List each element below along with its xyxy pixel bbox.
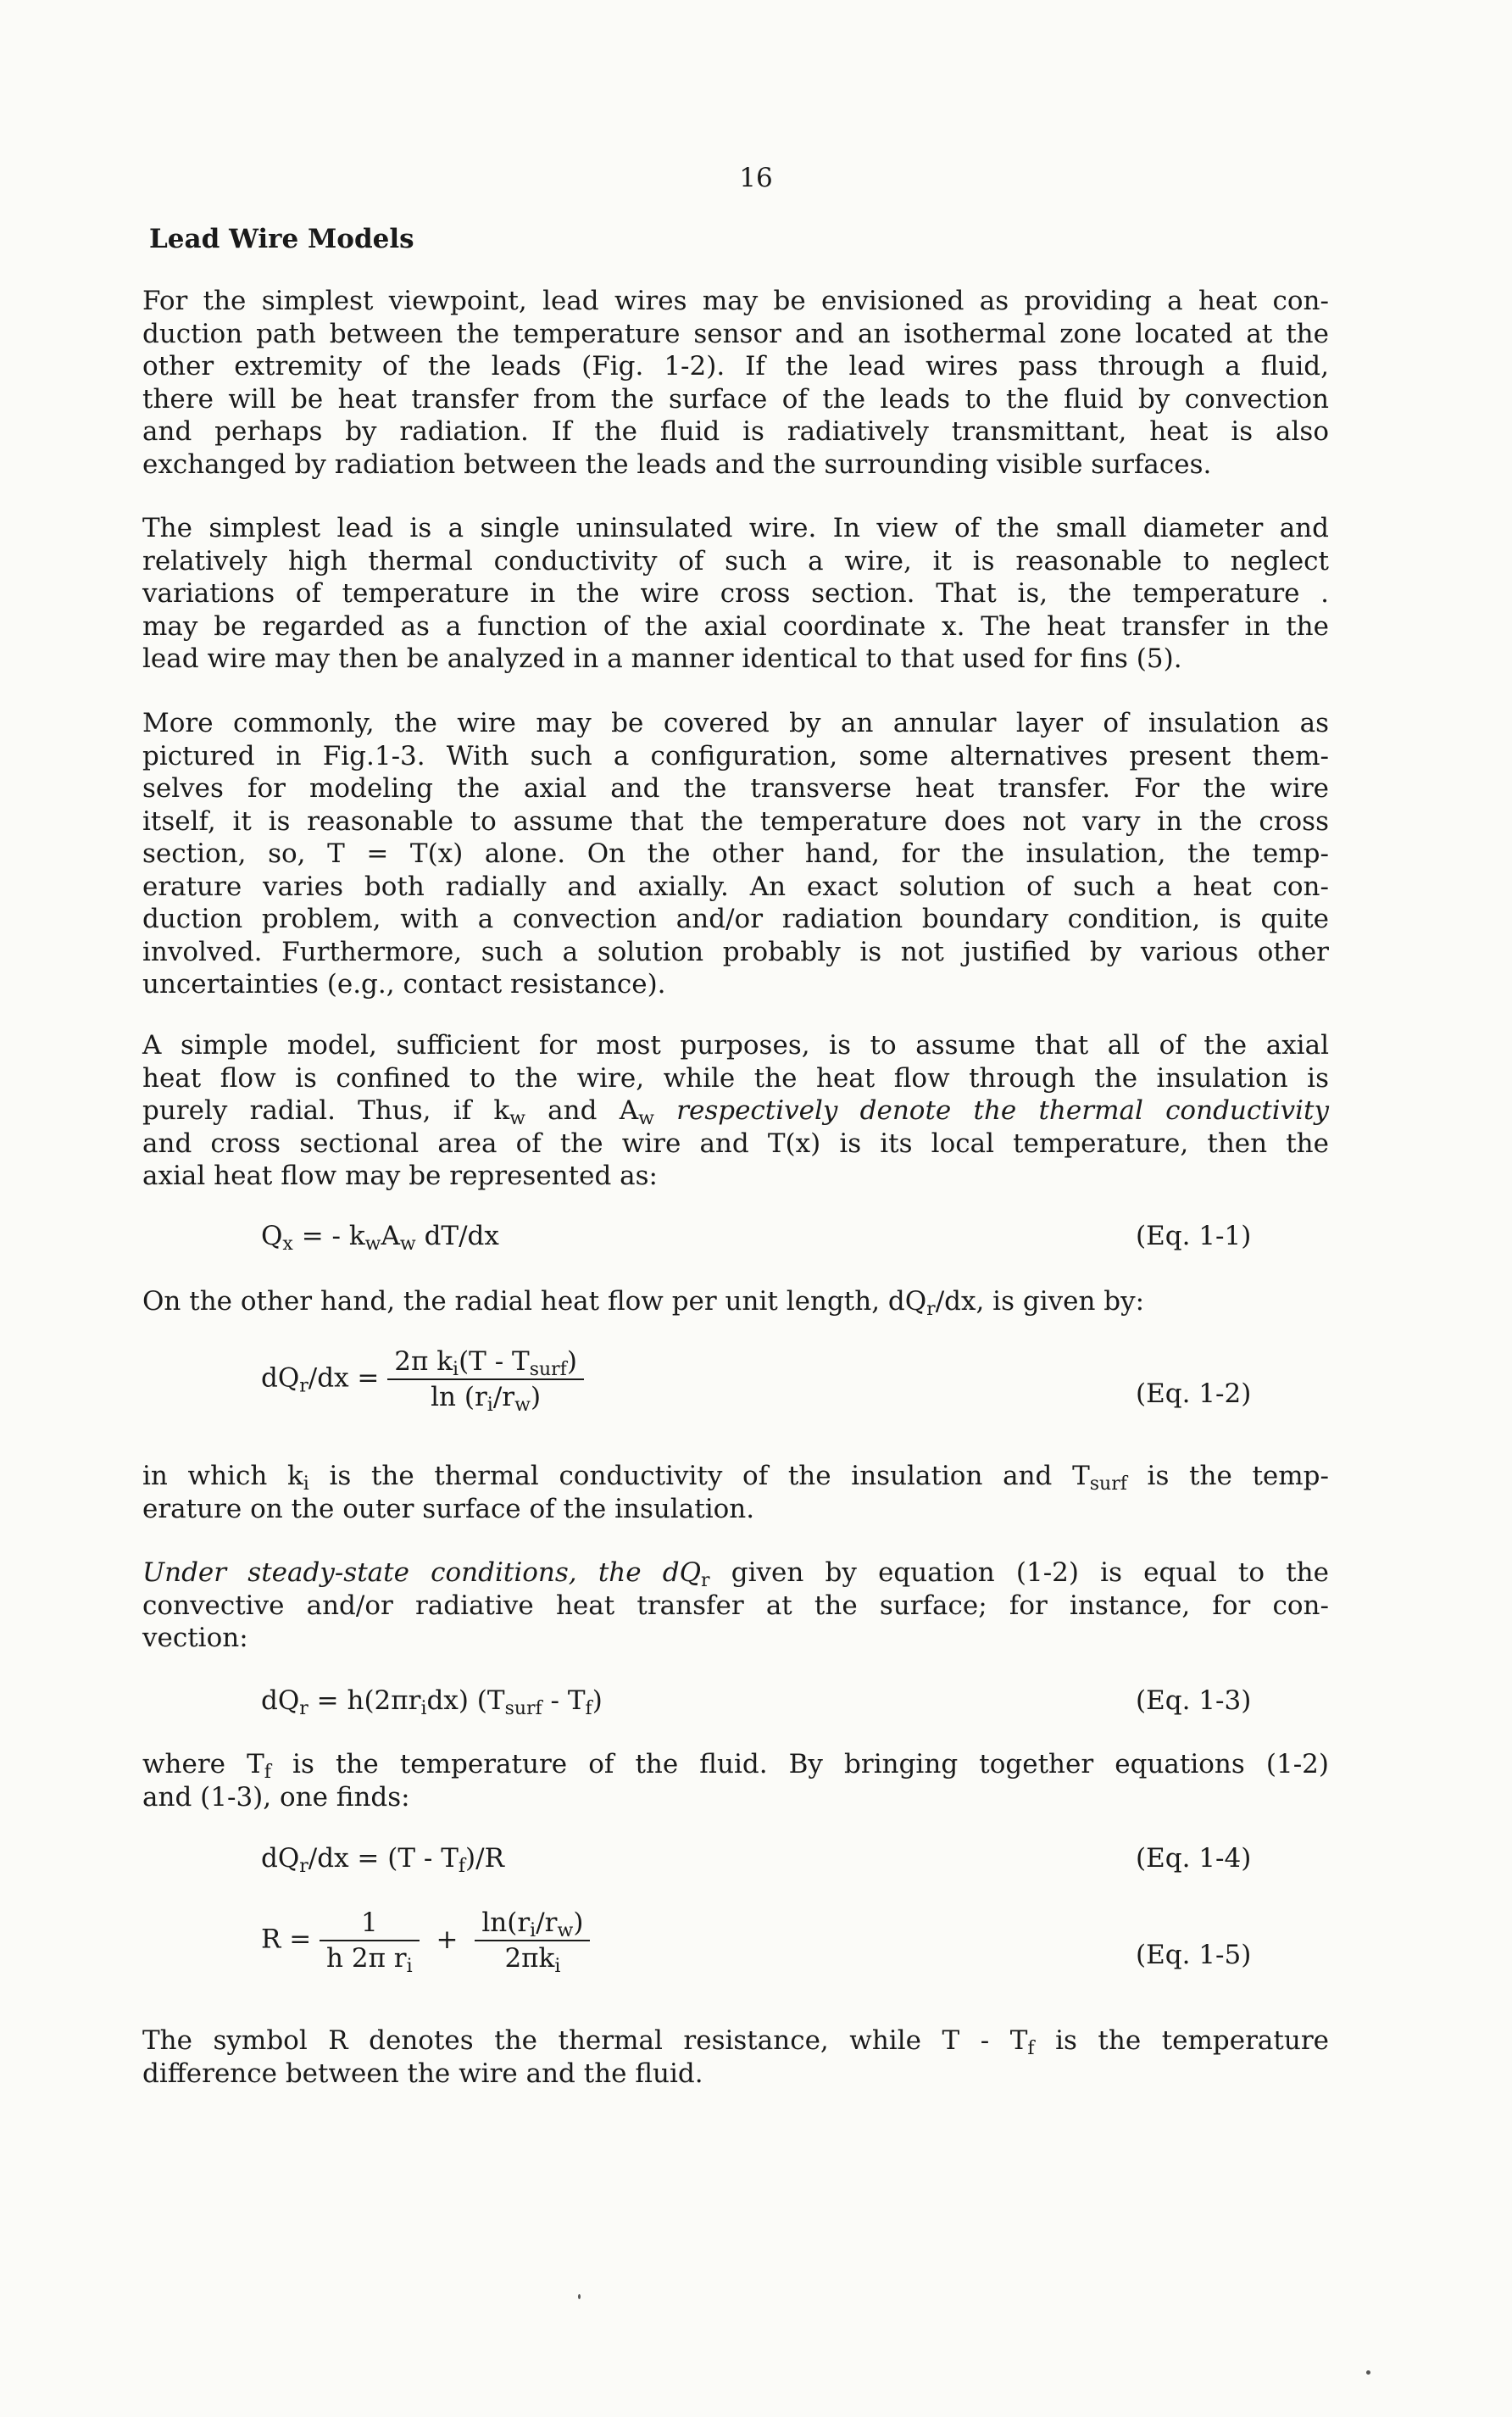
fraction: $\frac{2\pi k_i(T - T_{surf})}{\ln (r_i/r_w)}$ (387, 1346, 584, 1412)
text-line: involved. Furthermore, such a solution probably is not justified by various other (142, 936, 1329, 967)
paragraph-9 (142, 2024, 1329, 2090)
page-number: 16 (739, 163, 773, 193)
text-line: uncertainties (e.g., contact resistance). (142, 969, 666, 1000)
paragraph-1 (142, 285, 1329, 481)
text-line: The simplest lead is a single uninsulated wire. In view of the small diameter and (142, 513, 1329, 543)
text-line: vection: (142, 1623, 248, 1653)
text-line: variations of temperature in the wire cross section. That is, the temperature . (142, 578, 1329, 609)
fraction: $\frac{\ln(r_i/r_w)}{2\pi k_i}$ (475, 1907, 590, 1974)
text-line: itself, it is reasonable to assume that the temperature does not vary in the cross (142, 805, 1329, 837)
paragraph-3 (142, 707, 1329, 1001)
text-line: may be regarded as a function of the axial coordinate x. The heat transfer in the (142, 610, 1329, 642)
paragraph-7 (142, 1557, 1329, 1655)
text-line: exchanged by radiation between the leads and the surrounding visible surfaces. (142, 448, 1212, 480)
text-line: purely radial. Thus, if $k_w$ and $A_w$ respectively denote the thermal conductivity (142, 1095, 1330, 1129)
text-line: duction path between the temperature sensor and an isothermal zone located at the (142, 318, 1329, 349)
text-line: axial heat flow may be represented as: (142, 1161, 658, 1191)
paragraph-4 (142, 1029, 1329, 1193)
equation-body: $dQ_r/dx$ = $\frac{2\pi k_i(T - T_{surf})}{\ln (r_i/r_w)}$ (261, 1346, 584, 1412)
equation-label: (Eq. 1-2) (1136, 1378, 1252, 1409)
text-line: On the other hand, the radial heat flow per unit length, $dQ_r/dx$, is given by: (142, 1286, 1145, 1320)
equation-label: (Eq. 1-3) (1136, 1685, 1252, 1716)
fraction: $\frac{1}{h 2\pi r_i}$ (320, 1907, 420, 1974)
equation-1-4 (0, 1843, 1512, 1877)
text-line: and cross sectional area of the wire and T(x) is its local temperature, then the (142, 1128, 1329, 1159)
text-line: section, so, T = T(x) alone. On the other hand, for the insulation, the temp- (142, 838, 1329, 869)
text-line: Under steady-state conditions, the $dQ_r$ given by equation (1-2) is equal to the (142, 1557, 1329, 1591)
paragraph-2 (142, 512, 1329, 676)
text-line: duction problem, with a convection and/or radiation boundary condition, is quite (142, 904, 1329, 934)
paragraph-5 (142, 1285, 1329, 1318)
text-line: selves for modeling the axial and the transverse heat transfer. For the wire (142, 773, 1329, 804)
equation-label: (Eq. 1-4) (1136, 1843, 1252, 1874)
text-line: A simple model, sufficient for most purposes, is to assume that all of the axial (142, 1030, 1329, 1061)
equation-1-5 (0, 1907, 1512, 2001)
text-line: More commonly, the wire may be covered by an annular layer of insulation as (142, 708, 1329, 738)
equation-body: $dQ_r/dx = (T - T_f)/R$ (261, 1843, 504, 1877)
text-line: and (1-3), one finds: (142, 1781, 410, 1813)
equation-label: (Eq. 1-5) (1136, 1940, 1252, 1970)
equation-1-2 (0, 1346, 1512, 1440)
text-line: difference between the wire and the fluid. (142, 2058, 703, 2089)
text-line: heat flow is confined to the wire, while the heat flow through the insulation is (142, 1062, 1329, 1094)
equation-body: $Q_x$ = - $k_wA_w$ dT/dx (261, 1221, 499, 1255)
equation-body: $dQ_r = h(2\pi r_idx)$ $(T_{surf} - T_f)$ (261, 1685, 603, 1719)
text-line: relatively high thermal conductivity of such a wire, it is reasonable to neglect (142, 545, 1329, 576)
text-line: For the simplest viewpoint, lead wires may be envisioned as providing a heat con- (142, 286, 1329, 316)
text-line: lead wire may then be analyzed in a manner identical to that used for fins (5). (142, 643, 1182, 674)
equation-body: R = $\frac{1}{h 2\pi r_i}$ + $\frac{\ln(r_i/r_w)}{2\pi k_i}$ (261, 1907, 590, 1974)
text-line: other extremity of the leads (Fig. 1-2). If the lead wires pass through a fluid, (142, 351, 1329, 381)
text-line: erature varies both radially and axially. An exact solution of such a heat con- (142, 871, 1329, 902)
text-line: there will be heat transfer from the surface of the leads to the fluid by convection (142, 383, 1329, 415)
text-line: in which $k_i$ is the thermal conductivity of the insulation and $T_{surf}$ is the temp- (142, 1461, 1329, 1495)
text-line: convective and/or radiative heat transfer at the surface; for instance, for con- (142, 1590, 1329, 1621)
section-heading: Lead Wire Models (149, 224, 414, 254)
paragraph-8 (142, 1748, 1329, 1813)
text-line: and perhaps by radiation. If the fluid is radiatively transmittant, heat is also (142, 416, 1329, 447)
text-line: where $T_f$ is the temperature of the fluid. By bringing together equations (1-2) (142, 1749, 1330, 1783)
text-line: pictured in Fig.1-3. With such a configuration, some alternatives present them- (142, 740, 1329, 771)
equation-label: (Eq. 1-1) (1136, 1221, 1252, 1251)
text-line: erature on the outer surface of the insulation. (142, 1493, 755, 1524)
text-line: The symbol R denotes the thermal resistance, while T - $T_f$ is the temperature (142, 2025, 1329, 2059)
paragraph-6 (142, 1460, 1329, 1525)
equation-1-3 (0, 1685, 1512, 1719)
equation-1-1 (0, 1221, 1512, 1255)
